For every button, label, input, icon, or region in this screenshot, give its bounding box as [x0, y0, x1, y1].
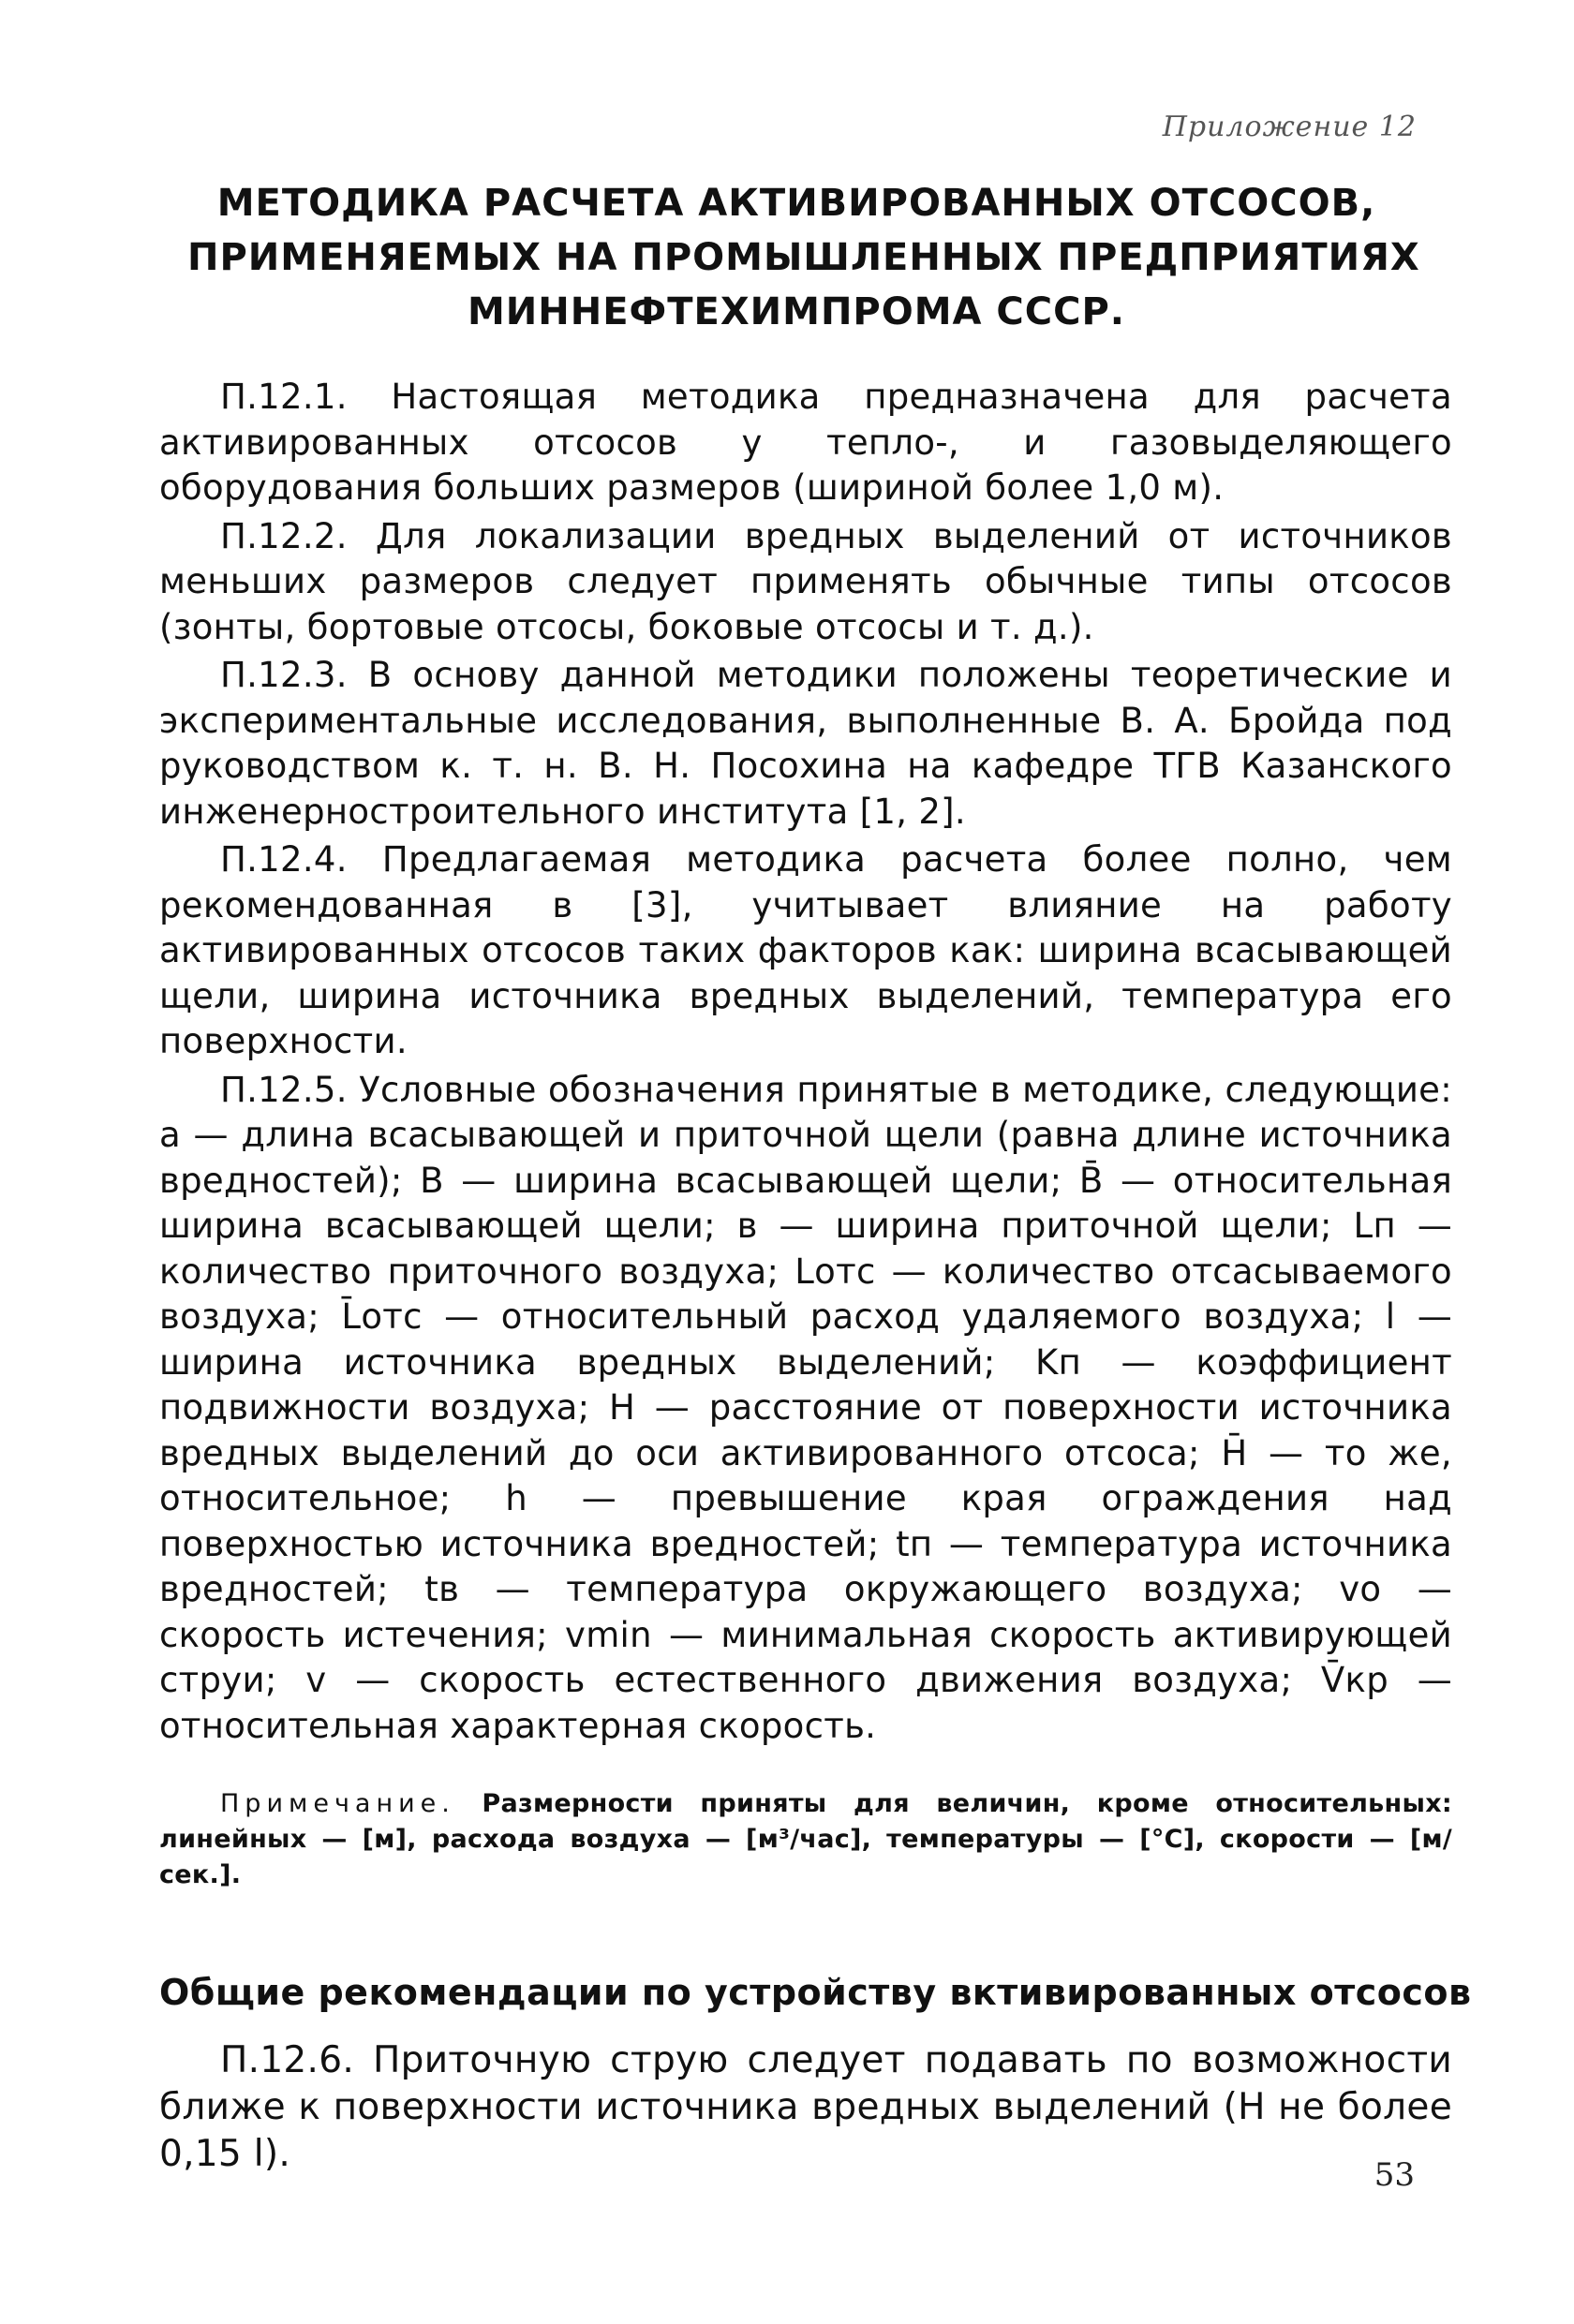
page-number: 53 [1374, 2156, 1415, 2194]
title-line-1: МЕТОДИКА РАСЧЕТА АКТИВИРОВАННЫХ ОТСОСОВ, [216, 182, 1376, 225]
paragraph-12-1: П.12.1. Настоящая методика предназначена для расчета активированных отсосов у тепло-, и газовыделяющего оборудования больших размеров (шириной более 1,0 м). [159, 377, 1452, 508]
note-text: Размерности приняты для величин, кроме относительных: линейных — [м], расхода воздуха — [м³/час], температуры — [°С], скорости — [м/сек.]. [159, 1789, 1453, 1889]
note-label: Примечание. [220, 1789, 455, 1818]
title-line-2: ПРИМЕНЯЕМЫХ НА ПРОМЫШЛЕННЫХ ПРЕДПРИЯТИЯХ [187, 236, 1420, 279]
running-header: Приложение 12 [1162, 111, 1417, 143]
paragraph-12-4: П.12.4. Предлагаемая методика расчета более полно, чем рекомендованная в [3], учитывает влияние на работу активированных отсосов таких факторов как: ширина всасывающей щели, ширина источника вредных выделений, температура его поверхности. [159, 839, 1452, 1061]
paragraph-12-5: П.12.5. Условные обозначения принятые в методике, следующие: a — длина всасывающей и приточной щели (равна длине источника вредностей); B — ширина всасывающей щели; B̄ — относительная ширина всасывающей щели; в — ширина приточной щели; Lп — количество приточного воздуха; Lотс — количество отсасываемого воздуха; L̄отс — относительный расход удаляемого воздуха; l — ширина источника вредных выделений; Kп — коэффициент подвижности воздуха; H — расстояние от поверхности источника вредных выделений до оси активированного отсоса; H̄ — то же, относительное; h — превышение края ограждения над поверхностью источника вредностей; tп — температура источника вредностей; tв — температура окружающего воздуха; vо — скорость истечения; vmin — минимальная скорость активирующей струи; v — скорость естественного движения воздуха; V̄кр — относительная характерная скорость. [159, 1069, 1452, 1746]
paragraph-12-6: П.12.6. Приточную струю следует подавать по возможности ближе к поверхности источника вредных выделений (H не более 0,15 l). [159, 2039, 1452, 2175]
paragraph-12-2: П.12.2. Для локализации вредных выделений от источников меньших размеров следует применять обычные типы отсосов (зонты, бортовые отсосы, боковые отсосы и т. д.). [159, 515, 1452, 647]
title-line-3: МИННЕФТЕХИМПРОМА СССР. [467, 290, 1126, 333]
section-heading: Общие рекомендации по устройству вктивированных отсосов [159, 1972, 1472, 2013]
note [159, 1786, 1452, 1893]
document-body [159, 375, 1472, 2178]
document-title [187, 176, 1420, 339]
paragraph-12-3: П.12.3. В основу данной методики положены теоретические и экспериментальные исследования, выполненные В. А. Бройда под руководством к. т. н. В. Н. Посохина на кафедре ТГВ Казанского инженерностроительного института [1, 2]. [159, 655, 1452, 832]
